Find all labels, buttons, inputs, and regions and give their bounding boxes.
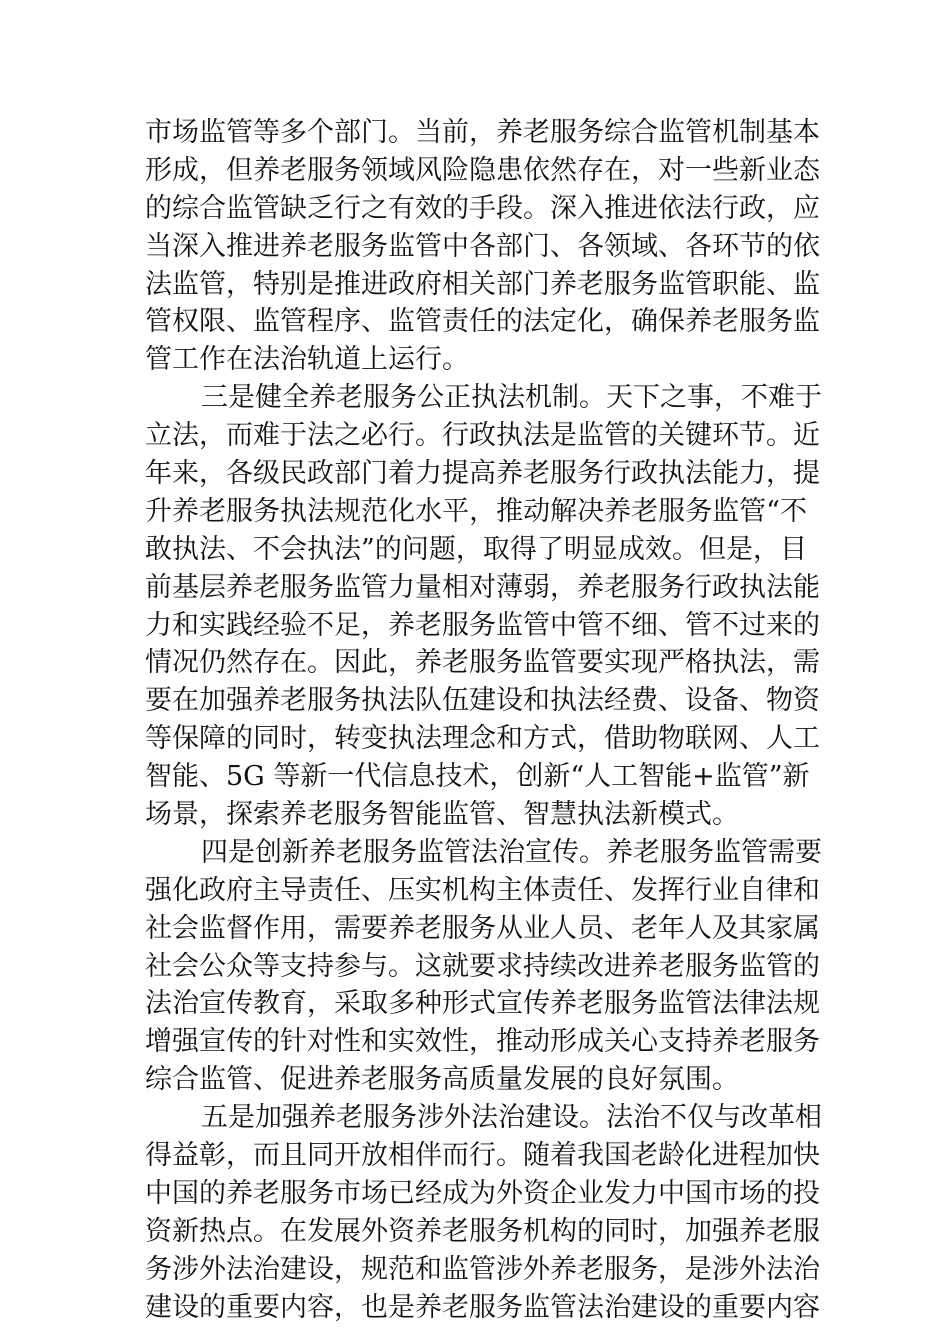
text-line: 形成，但养老服务领域风险隐患依然存在，对一些新业态: [145, 154, 820, 186]
text-line: 敢执法、不会执法”的问题，取得了明显成效。但是，目: [145, 533, 807, 565]
text-line: 强化政府主导责任、压实机构主体责任、发挥行业自律和: [145, 874, 820, 906]
document-page: [145, 114, 822, 1323]
text-line: 社会监督作用，需要养老服务从业人员、老年人及其家属: [145, 912, 820, 944]
text-line: 法监管，特别是推进政府相关部门养老服务监管职能、监: [145, 268, 820, 300]
text-line: 法治宣传教育，采取多种形式宣传养老服务监管法律法规: [145, 988, 820, 1020]
text-line: 升养老服务执法规范化水平，推动解决养老服务监管“不: [145, 495, 807, 527]
text-line: 资新热点。在发展外资养老服务机构的同时，加强养老服: [145, 1215, 820, 1247]
text-line: 场景，探索养老服务智能监管、智慧执法新模式。: [145, 799, 739, 831]
text-line: 当深入推进养老服务监管中各部门、各领域、各环节的依: [145, 230, 820, 262]
text-line: 的综合监管缺乏行之有效的手段。深入推进依法行政，应: [145, 192, 820, 224]
text-line: 综合监管、促进养老服务高质量发展的良好氛围。: [145, 1064, 739, 1096]
text-line: 前基层养老服务监管力量相对薄弱，养老服务行政执法能: [145, 571, 820, 603]
text-line: 建设的重要内容，也是养老服务监管法治建设的重要内容: [145, 1291, 820, 1323]
text-line: 力和实践经验不足，养老服务监管中管不细、管不过来的: [145, 609, 820, 641]
text-line: 五是加强养老服务涉外法治建设。法治不仅与改革相: [201, 1102, 822, 1134]
text-line: 三是健全养老服务公正执法机制。天下之事，不难于: [201, 382, 822, 414]
text-line: 中国的养老服务市场已经成为外资企业发力中国市场的投: [145, 1177, 820, 1209]
text-line: 管工作在法治轨道上运行。: [145, 344, 469, 376]
text-line: 得益彰，而且同开放相伴而行。随着我国老龄化进程加快: [145, 1140, 820, 1172]
text-line: 增强宣传的针对性和实效性，推动形成关心支持养老服务: [145, 1026, 820, 1058]
text-line: 等保障的同时，转变执法理念和方式，借助物联网、人工: [145, 723, 820, 755]
text-line: 立法，而难于法之必行。行政执法是监管的关键环节。近: [145, 420, 820, 452]
text-line: 务涉外法治建设，规范和监管涉外养老服务，是涉外法治: [145, 1253, 820, 1285]
text-line: 情况仍然存在。因此，养老服务监管要实现严格执法，需: [145, 647, 820, 679]
text-line: 市场监管等多个部门。当前，养老服务综合监管机制基本: [145, 117, 820, 148]
text-line: 管权限、监管程序、监管责任的法定化，确保养老服务监: [145, 306, 820, 338]
text-line: 社会公众等支持参与。这就要求持续改进养老服务监管的: [145, 950, 820, 982]
text-line: 四是创新养老服务监管法治宣传。养老服务监管需要: [201, 836, 822, 868]
text-line: 年来，各级民政部门着力提高养老服务行政执法能力，提: [145, 458, 820, 490]
text-line: 要在加强养老服务执法队伍建设和执法经费、设备、物资: [145, 685, 820, 717]
text-line: 智能、5G 等新一代信息技术，创新“人工智能+监管”新: [145, 761, 810, 793]
